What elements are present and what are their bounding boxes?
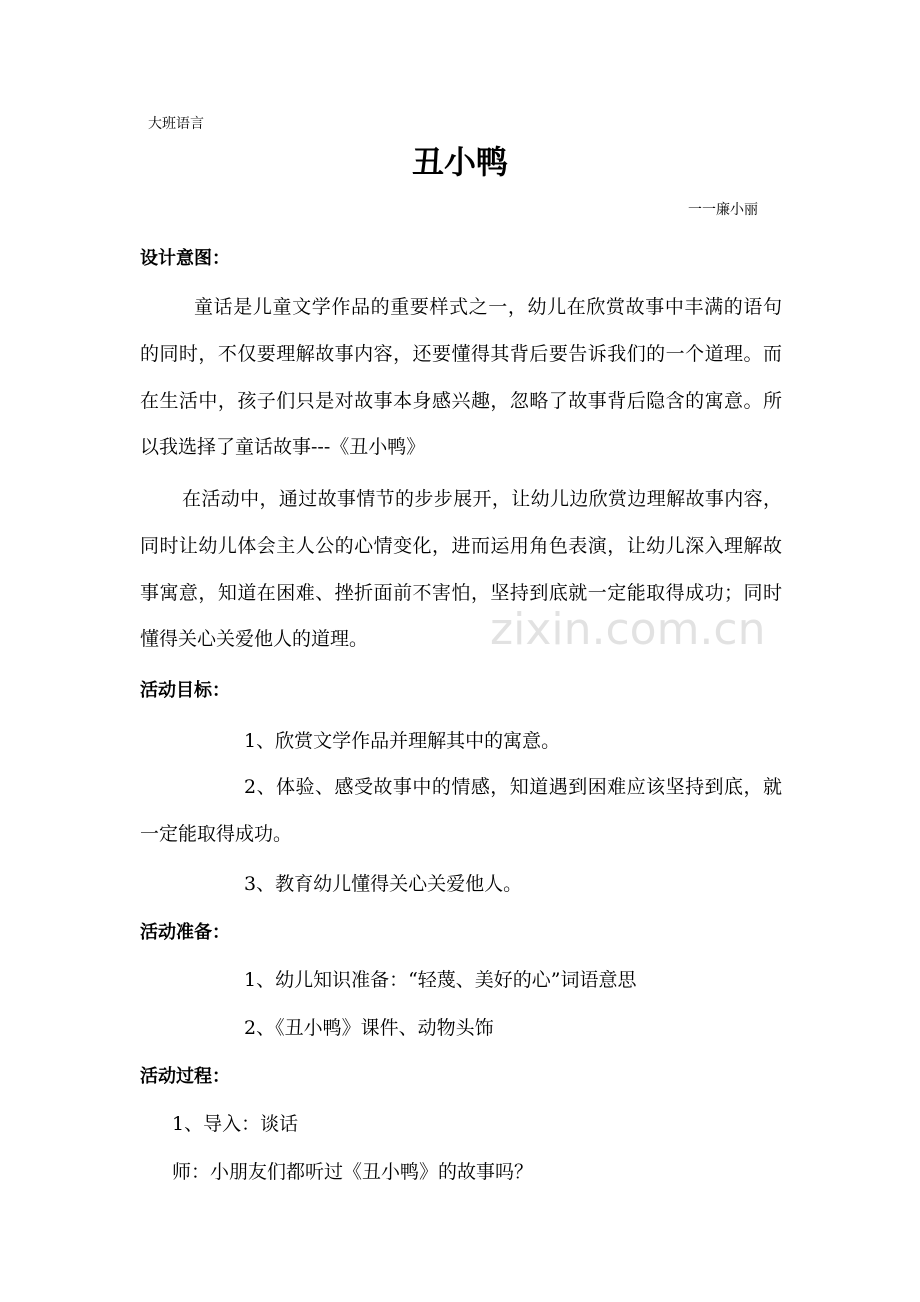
goal-item-2: 2、体验、感受故事中的情感，知道遇到困难应该坚持到底，就一定能取得成功。 bbox=[140, 776, 782, 845]
author-line: 一一廉小丽 bbox=[688, 202, 758, 218]
heading-design-intent: 设计意图： bbox=[140, 248, 230, 269]
heading-goals: 活动目标： bbox=[140, 680, 230, 701]
preparation-item-2: 2、《丑小鸭》课件、动物头饰 bbox=[244, 1017, 494, 1039]
paragraph-design-intent-2: 在活动中，通过故事情节的步步展开，让幼儿边欣赏边理解故事内容，同时让幼儿体会主人公的心情变化，进而运用角色表演，让幼儿深入理解故事寓意，知道在困难、挫折面前不害怕，坚持到底就一定能取得成功；同时懂得关心关爱他人的道理。 bbox=[140, 488, 782, 651]
paragraph-design-intent-1: 童话是儿童文学作品的重要样式之一，幼儿在欣赏故事中丰满的语句的同时，不仅要理解故事内容，还要懂得其背后要告诉我们的一个道理。而在生活中，孩子们只是对故事本身感兴趣，忽略了故事背后隐含的寓意。所以我选择了童话故事---《丑小鸭》 bbox=[140, 296, 782, 459]
heading-preparation: 活动准备： bbox=[140, 922, 230, 943]
process-step-1: 1、导入：谈话 bbox=[172, 1113, 299, 1135]
heading-process: 活动过程： bbox=[140, 1066, 230, 1087]
goal-item-3: 3、教育幼儿懂得关心关爱他人。 bbox=[244, 873, 523, 895]
document-title: 丑小鸭 bbox=[411, 143, 508, 181]
process-dialogue-line-1: 师：小朋友们都听过《丑小鸭》的故事吗？ bbox=[172, 1161, 534, 1183]
goal-item-1: 1、欣赏文学作品并理解其中的寓意。 bbox=[244, 730, 561, 752]
preparation-item-1: 1、幼儿知识准备：“轻蔑、美好的心”词语意思 bbox=[244, 969, 637, 991]
watermark: zixin.com.cn bbox=[490, 604, 766, 655]
category-label: 大班语言 bbox=[148, 116, 204, 132]
